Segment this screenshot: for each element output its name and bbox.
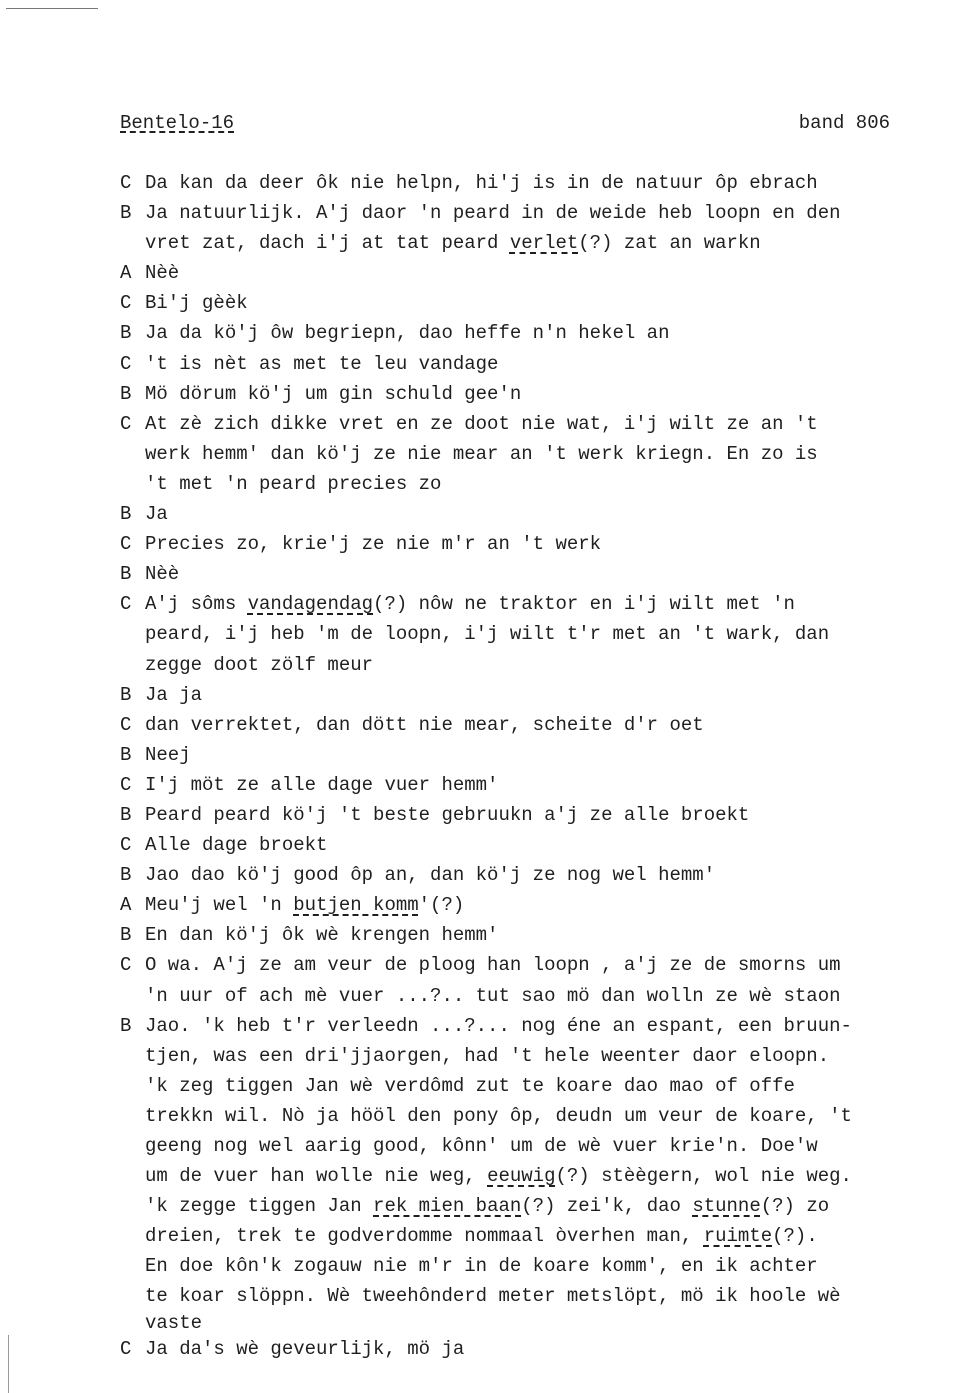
utterance [145, 680, 930, 710]
speaker-label: B [120, 803, 132, 826]
uncertain-word: eeuwig [487, 1165, 556, 1188]
utterance-line [145, 1281, 930, 1311]
text-segment: (?) zat an warkn [578, 232, 761, 255]
text-segment: geeng nog wel aarig good, kônn' um de wè vuer krie'n. Doe'w [145, 1135, 818, 1157]
speaker-label: C [120, 352, 132, 375]
utterance [145, 800, 930, 830]
dialogue-turn [120, 1011, 930, 1334]
utterance-line [145, 800, 930, 830]
text-segment: Ja ja [145, 683, 203, 706]
dialogue-turn [120, 379, 930, 409]
text-segment: Bi'j gèèk [145, 292, 248, 315]
text-segment: (?). [772, 1225, 818, 1248]
utterance-line [145, 168, 930, 198]
utterance [145, 830, 930, 860]
utterance-line [145, 198, 930, 228]
utterance [145, 1334, 930, 1364]
top-rule [6, 8, 98, 9]
dialogue-turn [120, 890, 930, 920]
dialogue-turn [120, 860, 930, 890]
speaker-label: A [120, 894, 132, 917]
dialogue-turn [120, 409, 930, 499]
text-segment: (?) zei'k, dao [521, 1195, 693, 1218]
utterance [145, 559, 930, 589]
dialogue-turn [120, 318, 930, 348]
dialogue-turn [120, 1334, 930, 1364]
text-segment: En dan kö'j ôk wè krengen hemm' [145, 924, 499, 947]
uncertain-word: stunne [692, 1195, 761, 1218]
utterance-line [145, 1161, 930, 1191]
utterance-line [145, 559, 930, 589]
utterance-line [145, 1334, 930, 1364]
dialogue-turn [120, 258, 930, 288]
utterance [145, 740, 930, 770]
utterance-line [145, 619, 930, 649]
text-segment: Meu'j wel 'n [145, 894, 294, 917]
utterance-line [145, 1251, 930, 1281]
dialogue-turn [120, 740, 930, 770]
text-segment: (?) stèègern, wol nie weg. [555, 1165, 852, 1188]
utterance-line [145, 349, 930, 379]
utterance-line [145, 589, 930, 619]
text-segment: Neej [145, 743, 191, 766]
text-segment: dreien, trek te godverdomme nommaal òverhen man, [145, 1225, 704, 1248]
text-segment: Peard peard kö'j 't beste gebruukn a'j ze alle broekt [145, 803, 750, 826]
text-segment: '(?) [418, 894, 465, 917]
dialogue-turn [120, 680, 930, 710]
dialogue-turn [120, 168, 930, 198]
speaker-label: A [120, 262, 132, 285]
text-segment: Ja [145, 503, 168, 526]
dialogue-turn [120, 198, 930, 258]
band-number: band 806 [798, 112, 890, 134]
text-segment: Nèè [145, 563, 180, 586]
utterance [145, 920, 930, 950]
utterance [145, 710, 930, 740]
margin-mark [8, 1335, 9, 1393]
uncertain-word: butjen komm [293, 894, 419, 917]
utterance-line [145, 409, 930, 439]
speaker-label: C [120, 834, 132, 857]
utterance-line [145, 318, 930, 348]
text-segment: peard, i'j heb 'm de loopn, i'j wilt t'r met an 't wark, dan [145, 623, 830, 646]
speaker-label: B [120, 202, 132, 225]
speaker-label: B [120, 924, 132, 947]
utterance [145, 890, 930, 920]
text-segment: te koar slöppn. Wè tweehônderd meter metslöpt, mö ik hoole wè [145, 1285, 841, 1308]
utterance-line [145, 228, 930, 258]
text-segment: werk hemm' dan kö'j ze nie mear an 't werk kriegn. En zo is [145, 442, 818, 465]
text-segment: 'n uur of ach mè vuer ...?.. tut sao mö dan wolln ze wè staon [145, 984, 841, 1007]
utterance [145, 258, 930, 288]
text-segment: zegge doot zölf meur [145, 653, 374, 676]
utterance-line [145, 770, 930, 800]
dialogue-turn [120, 770, 930, 800]
utterance [145, 589, 930, 679]
text-segment: 'k zeg tiggen Jan wè verdômd zut te koare dao mao of offe [145, 1074, 795, 1097]
transcript [120, 168, 930, 1364]
utterance-line [145, 710, 930, 740]
text-segment: um de vuer han wolle nie weg, [145, 1165, 488, 1188]
text-segment: 'k zegge tiggen Jan [145, 1195, 374, 1218]
utterance [145, 950, 930, 1010]
utterance-line [145, 529, 930, 559]
uncertain-word: vandagendag [247, 593, 374, 616]
utterance-line [145, 950, 930, 980]
utterance [145, 860, 930, 890]
text-segment: A'j sôms [145, 593, 248, 616]
utterance [145, 349, 930, 379]
dialogue-turn [120, 288, 930, 318]
speaker-label: C [120, 292, 132, 315]
text-segment: 't is nèt as met te leu vandage [145, 352, 499, 375]
speaker-label: C [120, 773, 132, 796]
dialogue-turn [120, 529, 930, 559]
speaker-label: B [120, 503, 132, 526]
utterance [145, 529, 930, 559]
text-segment: trekkn wil. Nò ja hööl den pony ôp, deudn um veur de koare, 't [145, 1104, 852, 1127]
text-segment: (?) zo [760, 1195, 830, 1218]
text-segment: Jao dao kö'j good ôp an, dan kö'j ze nog wel hemm' [145, 864, 716, 887]
text-segment: Ja da kö'j ôw begriepn, dao heffe n'n hekel an [145, 322, 670, 345]
speaker-label: C [120, 713, 132, 736]
utterance-line [145, 860, 930, 890]
utterance-line [145, 740, 930, 770]
speaker-label: C [120, 593, 132, 616]
dialogue-turn [120, 920, 930, 950]
text-segment: Jao. 'k heb t'r verleedn ...?... nog éne an espant, een bruun- [145, 1014, 852, 1037]
dialogue-turn [120, 800, 930, 830]
speaker-label: C [120, 412, 132, 435]
utterance-line [145, 830, 930, 860]
speaker-label: C [120, 1337, 132, 1360]
text-segment: tjen, was een dri'jjaorgen, had 't hele weenter daor eloopn. [145, 1044, 830, 1067]
utterance [145, 1011, 930, 1334]
text-segment: vret zat, dach i'j at tat peard [145, 232, 510, 255]
utterance-line [145, 469, 930, 499]
speaker-label: B [120, 683, 132, 706]
speaker-label: B [120, 1014, 132, 1037]
utterance [145, 499, 930, 529]
text-segment: Nèè [145, 262, 180, 285]
speaker-label: B [120, 563, 132, 586]
document-title: Bentelo-16 [120, 112, 235, 134]
utterance [145, 318, 930, 348]
utterance-line [145, 680, 930, 710]
uncertain-word: ruimte [703, 1225, 773, 1248]
utterance [145, 288, 930, 318]
text-segment: Alle dage broekt [145, 834, 328, 857]
utterance-line [145, 258, 930, 288]
utterance-line [145, 1221, 930, 1251]
text-segment: Ja natuurlijk. A'j daor 'n peard in de weide heb loopn en den [145, 202, 841, 225]
text-segment: O wa. A'j ze am veur de ploog han loopn , a'j ze de smorns um [145, 954, 841, 977]
utterance-line [145, 1041, 930, 1071]
utterance-line [145, 1071, 930, 1101]
utterance [145, 379, 930, 409]
utterance [145, 198, 930, 258]
text-segment: Ja da's wè geveurlijk, mö ja [145, 1337, 465, 1360]
speaker-label: B [120, 743, 132, 766]
utterance-line [145, 1191, 930, 1221]
speaker-label: B [120, 382, 132, 405]
text-segment: Mö dörum kö'j um gin schuld gee'n [145, 382, 522, 405]
utterance-line [145, 920, 930, 950]
text-segment: vaste [145, 1311, 203, 1334]
utterance-line [145, 650, 930, 680]
speaker-label: B [120, 322, 132, 345]
utterance [145, 168, 930, 198]
speaker-label: B [120, 864, 132, 887]
speaker-label: C [120, 172, 132, 194]
dialogue-turn [120, 559, 930, 589]
utterance [145, 409, 930, 499]
dialogue-turn [120, 589, 930, 679]
utterance-line [145, 981, 930, 1011]
text-segment: En doe kôn'k zogauw nie m'r in de koare komm', en ik achter [145, 1255, 818, 1278]
text-segment: I'j möt ze alle dage vuer hemm' [145, 773, 499, 796]
dialogue-turn [120, 950, 930, 1010]
text-segment: Da kan da deer ôk nie helpn, hi'j is in de natuur ôp ebrach [145, 172, 818, 194]
utterance-line [145, 1011, 930, 1041]
speaker-label: C [120, 954, 132, 977]
utterance [145, 770, 930, 800]
utterance-line [145, 379, 930, 409]
speaker-label: C [120, 533, 132, 556]
dialogue-turn [120, 499, 930, 529]
text-segment: At zè zich dikke vret en ze doot nie wat, i'j wilt ze an 't [145, 412, 818, 435]
utterance-line [145, 1101, 930, 1131]
utterance-line [145, 890, 930, 920]
utterance-line [145, 499, 930, 529]
utterance-line [145, 439, 930, 469]
dialogue-turn [120, 710, 930, 740]
uncertain-word: rek mien baan [373, 1195, 522, 1218]
text-segment: dan verrektet, dan dött nie mear, scheite d'r oet [145, 713, 704, 736]
text-segment: (?) nôw ne traktor en i'j wilt met 'n [373, 593, 795, 616]
text-segment: Precies zo, krie'j ze nie m'r an 't werk [145, 533, 602, 556]
text-segment: 't met 'n peard precies zo [145, 472, 442, 495]
dialogue-turn [120, 830, 930, 860]
utterance-line [145, 1312, 930, 1334]
uncertain-word: verlet [509, 232, 579, 255]
utterance-line [145, 288, 930, 318]
utterance-line [145, 1131, 930, 1161]
dialogue-turn [120, 349, 930, 379]
